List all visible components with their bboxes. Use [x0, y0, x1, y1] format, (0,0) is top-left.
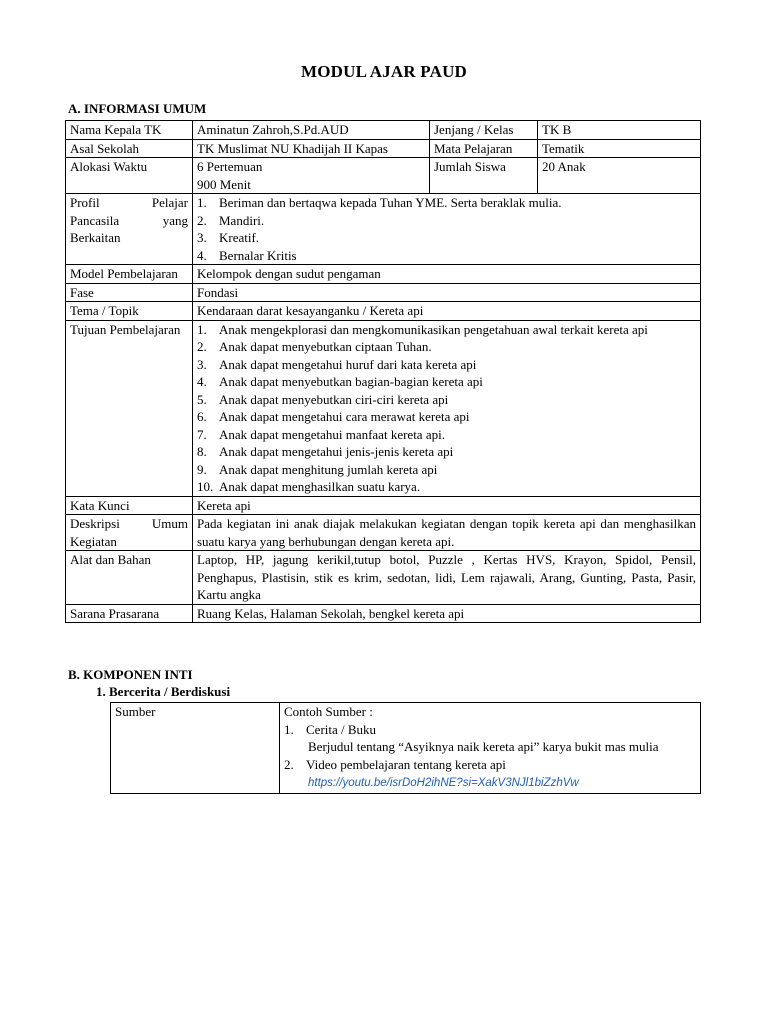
row-deskripsi — [66, 515, 701, 551]
row-tema — [66, 302, 701, 321]
alokasi-value — [193, 158, 430, 194]
asal-value: TK Muslimat NU Khadijah II Kapas — [193, 139, 430, 158]
jumlah-value: 20 Anak — [538, 158, 701, 194]
deskripsi-label: Deskripsi Umum Kegiatan — [66, 515, 193, 551]
tema-label: Tema / Topik — [66, 302, 193, 321]
kata-value: Kereta api — [193, 496, 701, 515]
list-item-number: 6. — [197, 409, 207, 424]
list-item-text: Anak dapat menyebutkan ciri-ciri kereta api — [219, 391, 449, 407]
list-item — [197, 478, 696, 496]
list-item-text: Anak dapat menghitung jumlah kereta api — [219, 461, 438, 477]
list-item-text: Anak mengekplorasi dan mengkomunikasikan pengetahuan awal terkait kereta api — [219, 321, 648, 337]
list-item — [197, 373, 696, 391]
list-item-text: Anak dapat menghasilkan suatu karya. — [219, 479, 421, 494]
list-item — [197, 443, 696, 461]
mapel-value: Tematik — [538, 139, 701, 158]
sarana-value: Ruang Kelas, Halaman Sekolah, bengkel kereta api — [193, 604, 701, 623]
section-b-heading: B. KOMPONEN INTI — [68, 667, 193, 682]
item2-title: Video pembelajaran tentang kereta api — [306, 756, 506, 772]
tujuan-list — [197, 321, 696, 496]
list-item — [197, 321, 696, 339]
row-alat — [66, 551, 701, 605]
jenjang-value: TK B — [538, 121, 701, 140]
list-item — [197, 408, 696, 426]
list-item-text: Anak dapat mengetahui jenis-jenis kereta api — [219, 444, 454, 459]
tujuan-label: Tujuan Pembelajaran — [66, 320, 193, 496]
list-item-number: 4. — [197, 247, 207, 263]
kepala-value: Aminatun Zahroh,S.Pd.AUD — [193, 121, 430, 140]
subsection-b1-heading: 1. Bercerita / Berdiskusi — [96, 684, 231, 699]
row-model — [66, 265, 701, 284]
list-item — [197, 247, 696, 265]
item1-num: 1. — [284, 721, 294, 737]
list-item — [197, 426, 696, 444]
list-item-number: 8. — [197, 444, 207, 459]
asal-label: Asal Sekolah — [66, 139, 193, 158]
profil-label: Profil Pelajar Pancasila yang Berkaitan — [66, 194, 193, 265]
alokasi-line2: 900 Menit — [197, 176, 251, 192]
list-item-number: 2. — [197, 339, 207, 354]
list-item-text: Beriman dan bertaqwa kepada Tuhan YME. Serta beraklak mulia. — [219, 195, 562, 210]
fase-value: Fondasi — [193, 283, 701, 302]
contoh-label: Contoh Sumber : — [284, 704, 373, 719]
list-item-number: 1. — [197, 195, 207, 210]
row-profil — [66, 194, 701, 265]
fase-label: Fase — [66, 283, 193, 302]
item2-num: 2. — [284, 756, 294, 772]
list-item-number: 4. — [197, 374, 207, 389]
kepala-label: Nama Kepala TK — [66, 121, 193, 140]
list-item-number: 5. — [197, 391, 207, 407]
video-link[interactable]: https://youtu.be/isrDoH2ihNE?si=XakV3NJl1biZzhVw — [308, 777, 579, 789]
sumber-value — [280, 703, 701, 794]
list-item — [197, 338, 696, 356]
list-item — [197, 212, 696, 230]
row-kepala — [66, 121, 701, 140]
jenjang-label: Jenjang / Kelas — [430, 121, 538, 140]
komponen-table — [110, 702, 701, 794]
deskripsi-value: Pada kegiatan ini anak diajak melakukan kegiatan dengan topik kereta api dan menghasilkan suatu karya yang berhubungan dengan kereta api. — [193, 515, 701, 551]
page-title: MODUL AJAR PAUD — [300, 62, 468, 81]
alat-value: Laptop, HP, jagung kerikil,tutup botol, Puzzle , Kertas HVS, Krayon, Spidol, Pensil, Penghapus, Plastisin, stik es krim, sedotan, lidi, Lem rajawali, Arang, Gunting, Pasta, Pasir, Kartu angka — [193, 551, 701, 605]
model-label: Model Pembelajaran — [66, 265, 193, 284]
alokasi-line1: 6 Pertemuan — [197, 159, 263, 174]
alat-label: Alat dan Bahan — [66, 551, 193, 605]
info-table — [65, 120, 701, 623]
profil-value — [193, 194, 701, 265]
row-sumber — [111, 703, 701, 794]
list-item — [197, 391, 696, 409]
list-item-number: 9. — [197, 461, 207, 477]
kata-label: Kata Kunci — [66, 496, 193, 515]
row-kata — [66, 496, 701, 515]
row-sarana — [66, 604, 701, 623]
sumber-list — [284, 721, 696, 739]
sarana-label: Sarana Prasarana — [66, 604, 193, 623]
list-item-number: 7. — [197, 426, 207, 442]
list-item — [197, 194, 696, 212]
list-item-number: 10. — [197, 479, 214, 494]
row-tujuan — [66, 320, 701, 496]
profil-list — [197, 194, 696, 264]
list-item-text: Anak dapat menyebutkan bagian-bagian kereta api — [219, 374, 483, 389]
tujuan-value — [193, 320, 701, 496]
row-asal — [66, 139, 701, 158]
list-item-text: Anak dapat mengetahui manfaat kereta api. — [219, 426, 445, 442]
list-item-number: 3. — [197, 356, 207, 372]
list-item-number: 3. — [197, 230, 207, 245]
jumlah-label: Jumlah Siswa — [430, 158, 538, 194]
section-a-heading: A. INFORMASI UMUM — [68, 101, 207, 116]
list-item-text: Bernalar Kritis — [219, 247, 297, 263]
list-item-text: Anak dapat menyebutkan ciptaan Tuhan. — [219, 339, 432, 354]
row-fase — [66, 283, 701, 302]
list-item — [197, 229, 696, 247]
sumber-item-2 — [284, 756, 696, 774]
tema-value: Kendaraan darat kesayanganku / Kereta api — [193, 302, 701, 321]
list-item-text: Kreatif. — [219, 230, 260, 245]
list-item — [197, 356, 696, 374]
sumber-label: Sumber — [111, 703, 280, 794]
model-value: Kelompok dengan sudut pengaman — [193, 265, 701, 284]
list-item-text: Anak dapat mengetahui cara merawat kereta api — [219, 409, 470, 424]
list-item-text: Mandiri. — [219, 212, 265, 228]
list-item-number: 1. — [197, 321, 207, 337]
mapel-label: Mata Pelajaran — [430, 139, 538, 158]
sumber-list-2 — [284, 756, 696, 774]
row-alokasi — [66, 158, 701, 194]
item1-title: Cerita / Buku — [306, 721, 377, 737]
list-item-number: 2. — [197, 212, 207, 228]
list-item — [197, 461, 696, 479]
alokasi-label: Alokasi Waktu — [66, 158, 193, 194]
list-item-text: Anak dapat mengetahui huruf dari kata kereta api — [219, 356, 477, 372]
sumber-item-1 — [284, 721, 696, 739]
item1-desc: Berjudul tentang “Asyiknya naik kereta api” karya bukit mas mulia — [308, 739, 659, 754]
